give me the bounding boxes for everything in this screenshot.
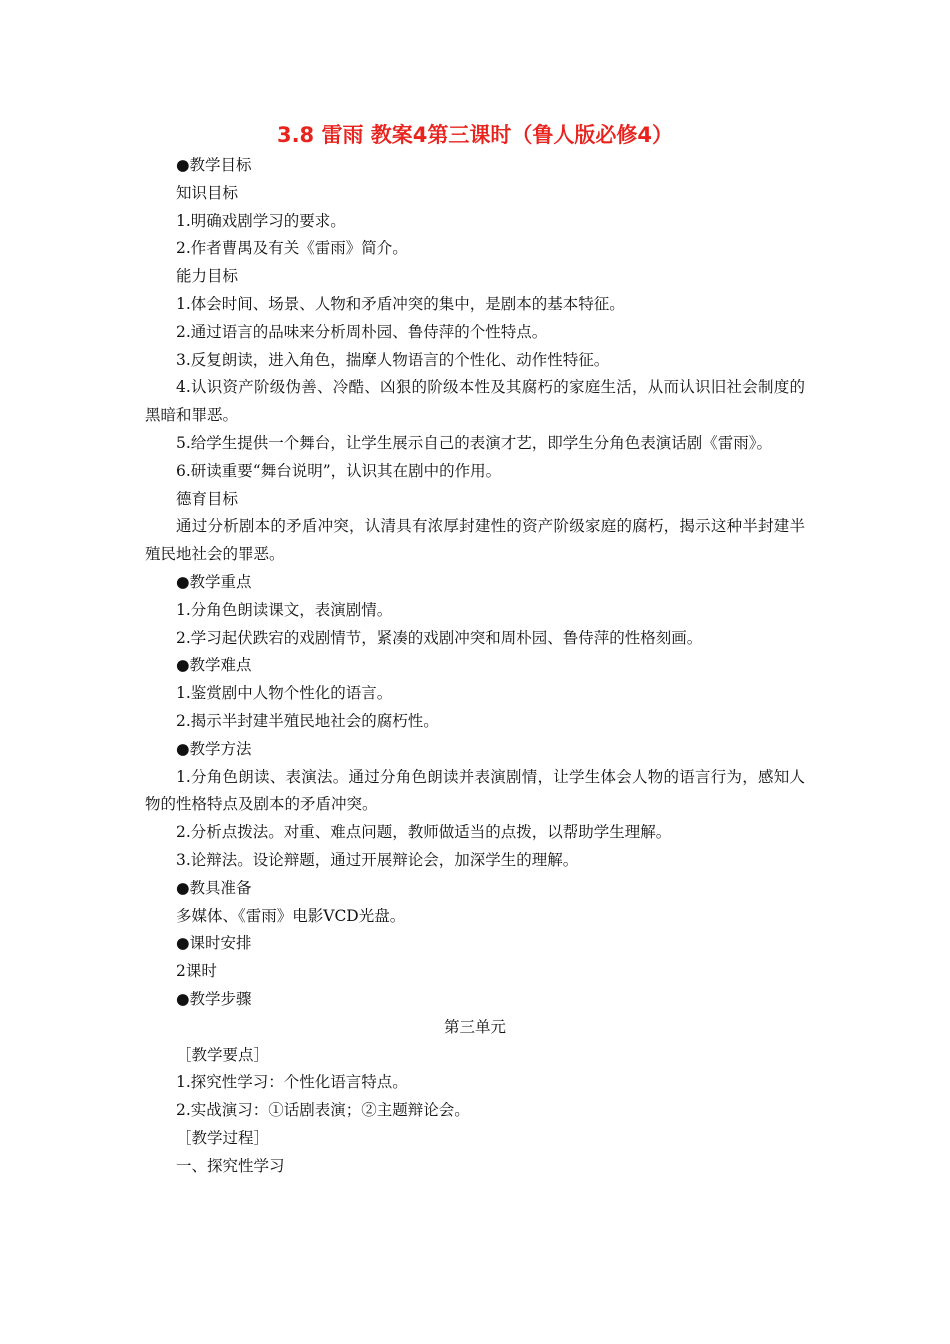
paragraph: 多媒体、《雷雨》电影VCD光盘。 — [176, 906, 406, 925]
section-heading-tools: ●教具准备 — [176, 878, 252, 897]
list-item: 2.作者曹禺及有关《雷雨》简介。 — [176, 239, 408, 258]
list-item: 1.明确戏剧学习的要求。 — [176, 211, 346, 230]
list-item: 1.鉴赏剧中人物个性化的语言。 — [176, 684, 393, 703]
list-item: 3.反复朗读，进入角色，揣摩人物语言的个性化、动作性特征。 — [176, 350, 610, 369]
list-item: 4.认识资产阶级伪善、冷酷、凶狠的阶级本性及其腐朽的家庭生活，从而认识旧社会制度的黑暗和罪恶。 — [145, 378, 805, 425]
list-item: 2.揭示半封建半殖民地社会的腐朽性。 — [176, 711, 439, 730]
document-title: 3.8 雷雨 教案4第三课时（鲁人版必修4） — [276, 123, 674, 147]
unit-heading: 第三单元 — [443, 1017, 506, 1036]
subheading-ability-goal: 能力目标 — [176, 267, 239, 286]
subheading-points: ［教学要点］ — [176, 1045, 270, 1064]
list-item: 2.实战演习：①话剧表演；②主题辩论会。 — [176, 1101, 470, 1120]
document-body — [145, 152, 805, 1180]
section-heading-goals: ●教学目标 — [176, 156, 252, 174]
section-heading-difficulty: ●教学难点 — [176, 656, 252, 675]
section-heading-focus: ●教学重点 — [176, 572, 252, 591]
subheading-moral-goal: 德育目标 — [176, 489, 239, 508]
section-heading-schedule: ●课时安排 — [176, 934, 252, 953]
list-item: 1.探究性学习：个性化语言特点。 — [176, 1073, 408, 1092]
list-item: 1.体会时间、场景、人物和矛盾冲突的集中，是剧本的基本特征。 — [176, 294, 625, 313]
list-item: 一、探究性学习 — [176, 1156, 285, 1175]
section-heading-steps: ●教学步骤 — [176, 989, 252, 1008]
subheading-knowledge-goal: 知识目标 — [176, 183, 239, 202]
paragraph: 2课时 — [176, 962, 217, 981]
list-item: 5.给学生提供一个舞台，让学生展示自己的表演才艺，即学生分角色表演话剧《雷雨》。 — [176, 433, 773, 452]
subheading-process: ［教学过程］ — [176, 1128, 270, 1147]
section-heading-method: ●教学方法 — [176, 739, 252, 758]
list-item: 2.通过语言的品味来分析周朴园、鲁侍萍的个性特点。 — [176, 322, 548, 341]
list-item: 3.论辩法。设论辩题，通过开展辩论会，加深学生的理解。 — [176, 850, 579, 869]
list-item: 6.研读重要“舞台说明”，认识其在剧中的作用。 — [176, 461, 502, 480]
list-item: 2.分析点拨法。对重、难点问题，教师做适当的点拨，以帮助学生理解。 — [176, 823, 672, 842]
list-item: 1.分角色朗读课文，表演剧情。 — [176, 600, 393, 619]
list-item: 2.学习起伏跌宕的戏剧情节，紧凑的戏剧冲突和周朴园、鲁侍萍的性格刻画。 — [176, 628, 703, 647]
list-item: 1.分角色朗读、表演法。通过分角色朗读并表演剧情，让学生体会人物的语言行为，感知人物的性格特点及剧本的矛盾冲突。 — [145, 767, 805, 814]
paragraph: 通过分析剧本的矛盾冲突，认清具有浓厚封建性的资产阶级家庭的腐朽，揭示这种半封建半殖民地社会的罪恶。 — [145, 517, 805, 564]
